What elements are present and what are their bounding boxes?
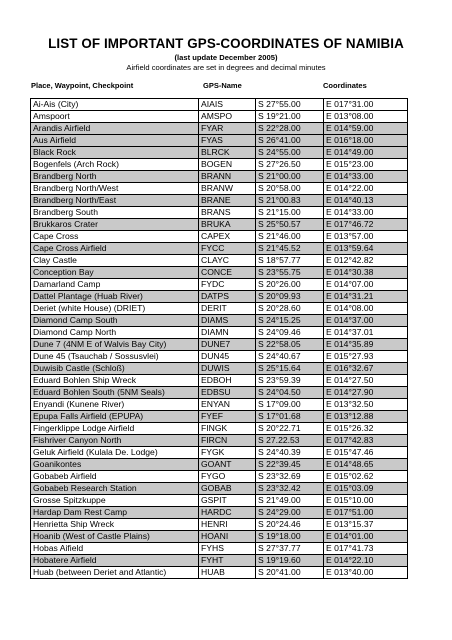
- cell-latitude: S 24°55.00: [256, 147, 324, 159]
- last-update-line: (last update December 2005): [174, 53, 278, 62]
- cell-place: Dattel Plantage (Huab River): [31, 291, 199, 303]
- cell-place: Duwisib Castle (Schloß): [31, 363, 199, 375]
- cell-place: Clay Castle: [31, 255, 199, 267]
- table-row: [31, 207, 408, 219]
- cell-latitude: S 17°01.68: [256, 411, 324, 423]
- cell-place: Deriet (white House) (DRIET): [31, 303, 199, 315]
- table-row: [31, 531, 408, 543]
- cell-longitude: E 013°59.64: [324, 243, 408, 255]
- cell-latitude: S 20°28.60: [256, 303, 324, 315]
- cell-latitude: S 24°15.25: [256, 315, 324, 327]
- cell-place: Eduard Bohlen South (5NM Seals): [31, 387, 199, 399]
- cell-place: Dune 45 (Tsauchab / Sossusvlei): [31, 351, 199, 363]
- column-header-place: Place, Waypoint, Checkpoint: [31, 81, 134, 90]
- cell-longitude: E 014°37.01: [324, 327, 408, 339]
- table-row: [31, 255, 408, 267]
- cell-gps-name: FYGO: [199, 471, 256, 483]
- cell-longitude: E 013°12.88: [324, 411, 408, 423]
- cell-place: Black Rock: [31, 147, 199, 159]
- cell-gps-name: BLRCK: [199, 147, 256, 159]
- cell-gps-name: BRANW: [199, 183, 256, 195]
- cell-gps-name: DATPS: [199, 291, 256, 303]
- table-row: [31, 183, 408, 195]
- table-row: [31, 219, 408, 231]
- table-row: [31, 291, 408, 303]
- cell-gps-name: EDBOH: [199, 375, 256, 387]
- cell-latitude: S 23°59.39: [256, 375, 324, 387]
- cell-gps-name: FYHT: [199, 555, 256, 567]
- column-header-gps-name: GPS-Name: [203, 81, 242, 90]
- table-row: [31, 243, 408, 255]
- cell-longitude: E 014°07.00: [324, 279, 408, 291]
- cell-latitude: S 21°15.00: [256, 207, 324, 219]
- cell-latitude: S 22°58.05: [256, 339, 324, 351]
- cell-longitude: E 014°59.00: [324, 123, 408, 135]
- cell-place: Arandis Airfield: [31, 123, 199, 135]
- cell-longitude: E 015°02.62: [324, 471, 408, 483]
- cell-longitude: E 014°33.00: [324, 207, 408, 219]
- cell-longitude: E 014°22.10: [324, 555, 408, 567]
- document-title: LIST OF IMPORTANT GPS-COORDINATES OF NAMIBIA: [48, 36, 404, 51]
- cell-longitude: E 012°42.82: [324, 255, 408, 267]
- cell-latitude: S 21°49.00: [256, 495, 324, 507]
- cell-place: Grosse Spitzkuppe: [31, 495, 199, 507]
- table-row: [31, 423, 408, 435]
- cell-latitude: S 19°19.60: [256, 555, 324, 567]
- cell-gps-name: HENRI: [199, 519, 256, 531]
- table-row: [31, 171, 408, 183]
- coordinates-table-body: [31, 99, 408, 579]
- cell-place: Gobabeb Research Station: [31, 483, 199, 495]
- table-row: [31, 447, 408, 459]
- table-row: [31, 351, 408, 363]
- cell-latitude: S 24°29.00: [256, 507, 324, 519]
- cell-longitude: E 015°23.00: [324, 159, 408, 171]
- cell-gps-name: HUAB: [199, 567, 256, 579]
- cell-gps-name: FYEF: [199, 411, 256, 423]
- cell-place: Cape Cross Airfield: [31, 243, 199, 255]
- cell-longitude: E 014°27.50: [324, 375, 408, 387]
- cell-longitude: E 014°40.13: [324, 195, 408, 207]
- cell-latitude: S 26°41.00: [256, 135, 324, 147]
- cell-gps-name: FYDC: [199, 279, 256, 291]
- cell-latitude: S 19°21.00: [256, 111, 324, 123]
- cell-longitude: E 013°15.37: [324, 519, 408, 531]
- cell-gps-name: BRANN: [199, 171, 256, 183]
- cell-latitude: S 20°41.00: [256, 567, 324, 579]
- table-row: [31, 147, 408, 159]
- table-row: [31, 267, 408, 279]
- cell-longitude: E 017°46.72: [324, 219, 408, 231]
- cell-gps-name: FYAR: [199, 123, 256, 135]
- cell-gps-name: GOANT: [199, 459, 256, 471]
- cell-latitude: S 18°57.77: [256, 255, 324, 267]
- coordinates-table: [30, 98, 408, 579]
- cell-gps-name: DIAMN: [199, 327, 256, 339]
- cell-place: Hardap Dam Rest Camp: [31, 507, 199, 519]
- cell-latitude: S 27°26.50: [256, 159, 324, 171]
- cell-gps-name: BRANE: [199, 195, 256, 207]
- cell-longitude: E 014°31.21: [324, 291, 408, 303]
- cell-place: Fingerklippe Lodge Airfield: [31, 423, 199, 435]
- cell-place: Fishriver Canyon North: [31, 435, 199, 447]
- cell-latitude: S 21°00.83: [256, 195, 324, 207]
- cell-latitude: S 23°32.42: [256, 483, 324, 495]
- cell-latitude: S 22°39.45: [256, 459, 324, 471]
- cell-gps-name: FYCC: [199, 243, 256, 255]
- cell-gps-name: AIAIS: [199, 99, 256, 111]
- cell-place: Damarland Camp: [31, 279, 199, 291]
- cell-gps-name: DUNE7: [199, 339, 256, 351]
- cell-latitude: S 22°28.00: [256, 123, 324, 135]
- column-header-coordinates: Coordinates: [323, 81, 367, 90]
- cell-longitude: E 013°32.50: [324, 399, 408, 411]
- cell-gps-name: EDBSU: [199, 387, 256, 399]
- cell-longitude: E 017°42.83: [324, 435, 408, 447]
- table-row: [31, 555, 408, 567]
- cell-longitude: E 016°18.00: [324, 135, 408, 147]
- cell-longitude: E 013°08.00: [324, 111, 408, 123]
- cell-longitude: E 013°57.00: [324, 231, 408, 243]
- cell-gps-name: HARDC: [199, 507, 256, 519]
- cell-gps-name: BRANS: [199, 207, 256, 219]
- cell-gps-name: AMSPO: [199, 111, 256, 123]
- table-row: [31, 459, 408, 471]
- cell-place: Eduard Bohlen Ship Wreck: [31, 375, 199, 387]
- cell-place: Enyandi (Kunene River): [31, 399, 199, 411]
- cell-latitude: S 24°09.46: [256, 327, 324, 339]
- table-row: [31, 375, 408, 387]
- cell-place: Brandberg South: [31, 207, 199, 219]
- cell-longitude: E 014°22.00: [324, 183, 408, 195]
- table-row: [31, 135, 408, 147]
- table-row: [31, 159, 408, 171]
- cell-place: Henrietta Ship Wreck: [31, 519, 199, 531]
- cell-longitude: E 014°49.00: [324, 147, 408, 159]
- cell-place: Brandberg North/East: [31, 195, 199, 207]
- cell-latitude: S 19°18.00: [256, 531, 324, 543]
- cell-latitude: S 21°00.00: [256, 171, 324, 183]
- cell-latitude: S 25°15.64: [256, 363, 324, 375]
- cell-longitude: E 013°40.00: [324, 567, 408, 579]
- cell-gps-name: DERIT: [199, 303, 256, 315]
- table-row: [31, 399, 408, 411]
- table-row: [31, 495, 408, 507]
- cell-gps-name: BOGEN: [199, 159, 256, 171]
- cell-place: Hobatere Airfield: [31, 555, 199, 567]
- cell-place: Ai-Ais (City): [31, 99, 199, 111]
- table-row: [31, 507, 408, 519]
- cell-place: Brukkaros Crater: [31, 219, 199, 231]
- cell-latitude: S 24°40.39: [256, 447, 324, 459]
- cell-gps-name: FYHS: [199, 543, 256, 555]
- cell-place: Conception Bay: [31, 267, 199, 279]
- table-row: [31, 111, 408, 123]
- cell-longitude: E 016°32.67: [324, 363, 408, 375]
- cell-latitude: S 24°40.67: [256, 351, 324, 363]
- cell-place: Diamond Camp North: [31, 327, 199, 339]
- cell-latitude: S 27°55.00: [256, 99, 324, 111]
- cell-place: Hobas Aifield: [31, 543, 199, 555]
- cell-longitude: E 014°08.00: [324, 303, 408, 315]
- cell-place: Gobabeb Airfield: [31, 471, 199, 483]
- cell-gps-name: DIAMS: [199, 315, 256, 327]
- cell-gps-name: GSPIT: [199, 495, 256, 507]
- cell-gps-name: DUN45: [199, 351, 256, 363]
- cell-latitude: S 21°45.52: [256, 243, 324, 255]
- table-row: [31, 471, 408, 483]
- cell-longitude: E 017°41.73: [324, 543, 408, 555]
- cell-latitude: S 25°50.57: [256, 219, 324, 231]
- cell-latitude: S 24°04.50: [256, 387, 324, 399]
- cell-gps-name: FIRCN: [199, 435, 256, 447]
- table-row: [31, 123, 408, 135]
- cell-longitude: E 014°37.00: [324, 315, 408, 327]
- cell-latitude: S 20°26.00: [256, 279, 324, 291]
- cell-longitude: E 014°27.90: [324, 387, 408, 399]
- cell-latitude: S 27°37.77: [256, 543, 324, 555]
- table-row: [31, 339, 408, 351]
- cell-place: Huab (between Deriet and Atlantic): [31, 567, 199, 579]
- table-row: [31, 231, 408, 243]
- cell-gps-name: FINGK: [199, 423, 256, 435]
- table-row: [31, 483, 408, 495]
- cell-place: Diamond Camp South: [31, 315, 199, 327]
- table-row: [31, 387, 408, 399]
- cell-gps-name: CLAYC: [199, 255, 256, 267]
- cell-longitude: E 015°03.09: [324, 483, 408, 495]
- cell-longitude: E 015°26.32: [324, 423, 408, 435]
- cell-longitude: E 015°10.00: [324, 495, 408, 507]
- table-row: [31, 543, 408, 555]
- cell-longitude: E 014°30.38: [324, 267, 408, 279]
- cell-latitude: S 20°58.00: [256, 183, 324, 195]
- cell-longitude: E 015°27.93: [324, 351, 408, 363]
- table-row: [31, 327, 408, 339]
- cell-place: Cape Cross: [31, 231, 199, 243]
- cell-longitude: E 014°33.00: [324, 171, 408, 183]
- table-row: [31, 315, 408, 327]
- cell-longitude: E 014°35.89: [324, 339, 408, 351]
- coordinate-format-note: Airfield coordinates are set in degrees and decimal minutes: [126, 63, 326, 72]
- cell-place: Hoanib (West of Castle Plains): [31, 531, 199, 543]
- cell-place: Dune 7 (4NM E of Walvis Bay City): [31, 339, 199, 351]
- cell-latitude: S 20°22.71: [256, 423, 324, 435]
- cell-longitude: E 015°47.46: [324, 447, 408, 459]
- table-row: [31, 195, 408, 207]
- cell-gps-name: FYAS: [199, 135, 256, 147]
- cell-longitude: E 017°51.00: [324, 507, 408, 519]
- cell-gps-name: ENYAN: [199, 399, 256, 411]
- cell-gps-name: CAPEX: [199, 231, 256, 243]
- table-row: [31, 567, 408, 579]
- cell-latitude: S 23°32.69: [256, 471, 324, 483]
- cell-gps-name: CONCE: [199, 267, 256, 279]
- table-row: [31, 411, 408, 423]
- cell-longitude: E 014°01.00: [324, 531, 408, 543]
- table-row: [31, 279, 408, 291]
- cell-place: Geluk Airfield (Kulala De. Lodge): [31, 447, 199, 459]
- cell-place: Epupa Falls Airfield (EPUPA): [31, 411, 199, 423]
- cell-gps-name: BRUKA: [199, 219, 256, 231]
- cell-place: Bogenfels (Arch Rock): [31, 159, 199, 171]
- cell-place: Goanikontes: [31, 459, 199, 471]
- cell-latitude: S 17°09.00: [256, 399, 324, 411]
- cell-place: Brandberg North/West: [31, 183, 199, 195]
- cell-gps-name: GOBAB: [199, 483, 256, 495]
- cell-gps-name: FYGK: [199, 447, 256, 459]
- table-row: [31, 303, 408, 315]
- table-row: [31, 99, 408, 111]
- cell-latitude: S 20°09.93: [256, 291, 324, 303]
- cell-gps-name: DUWIS: [199, 363, 256, 375]
- cell-longitude: E 017°31.00: [324, 99, 408, 111]
- cell-place: Aus Airfield: [31, 135, 199, 147]
- cell-latitude: S 20°24.46: [256, 519, 324, 531]
- table-row: [31, 519, 408, 531]
- cell-latitude: S 21°46.00: [256, 231, 324, 243]
- cell-gps-name: HOANI: [199, 531, 256, 543]
- cell-latitude: S 23°55.75: [256, 267, 324, 279]
- cell-longitude: E 014°48.65: [324, 459, 408, 471]
- table-row: [31, 435, 408, 447]
- cell-place: Brandberg North: [31, 171, 199, 183]
- table-row: [31, 363, 408, 375]
- cell-place: Amspoort: [31, 111, 199, 123]
- cell-latitude: S 27.22.53: [256, 435, 324, 447]
